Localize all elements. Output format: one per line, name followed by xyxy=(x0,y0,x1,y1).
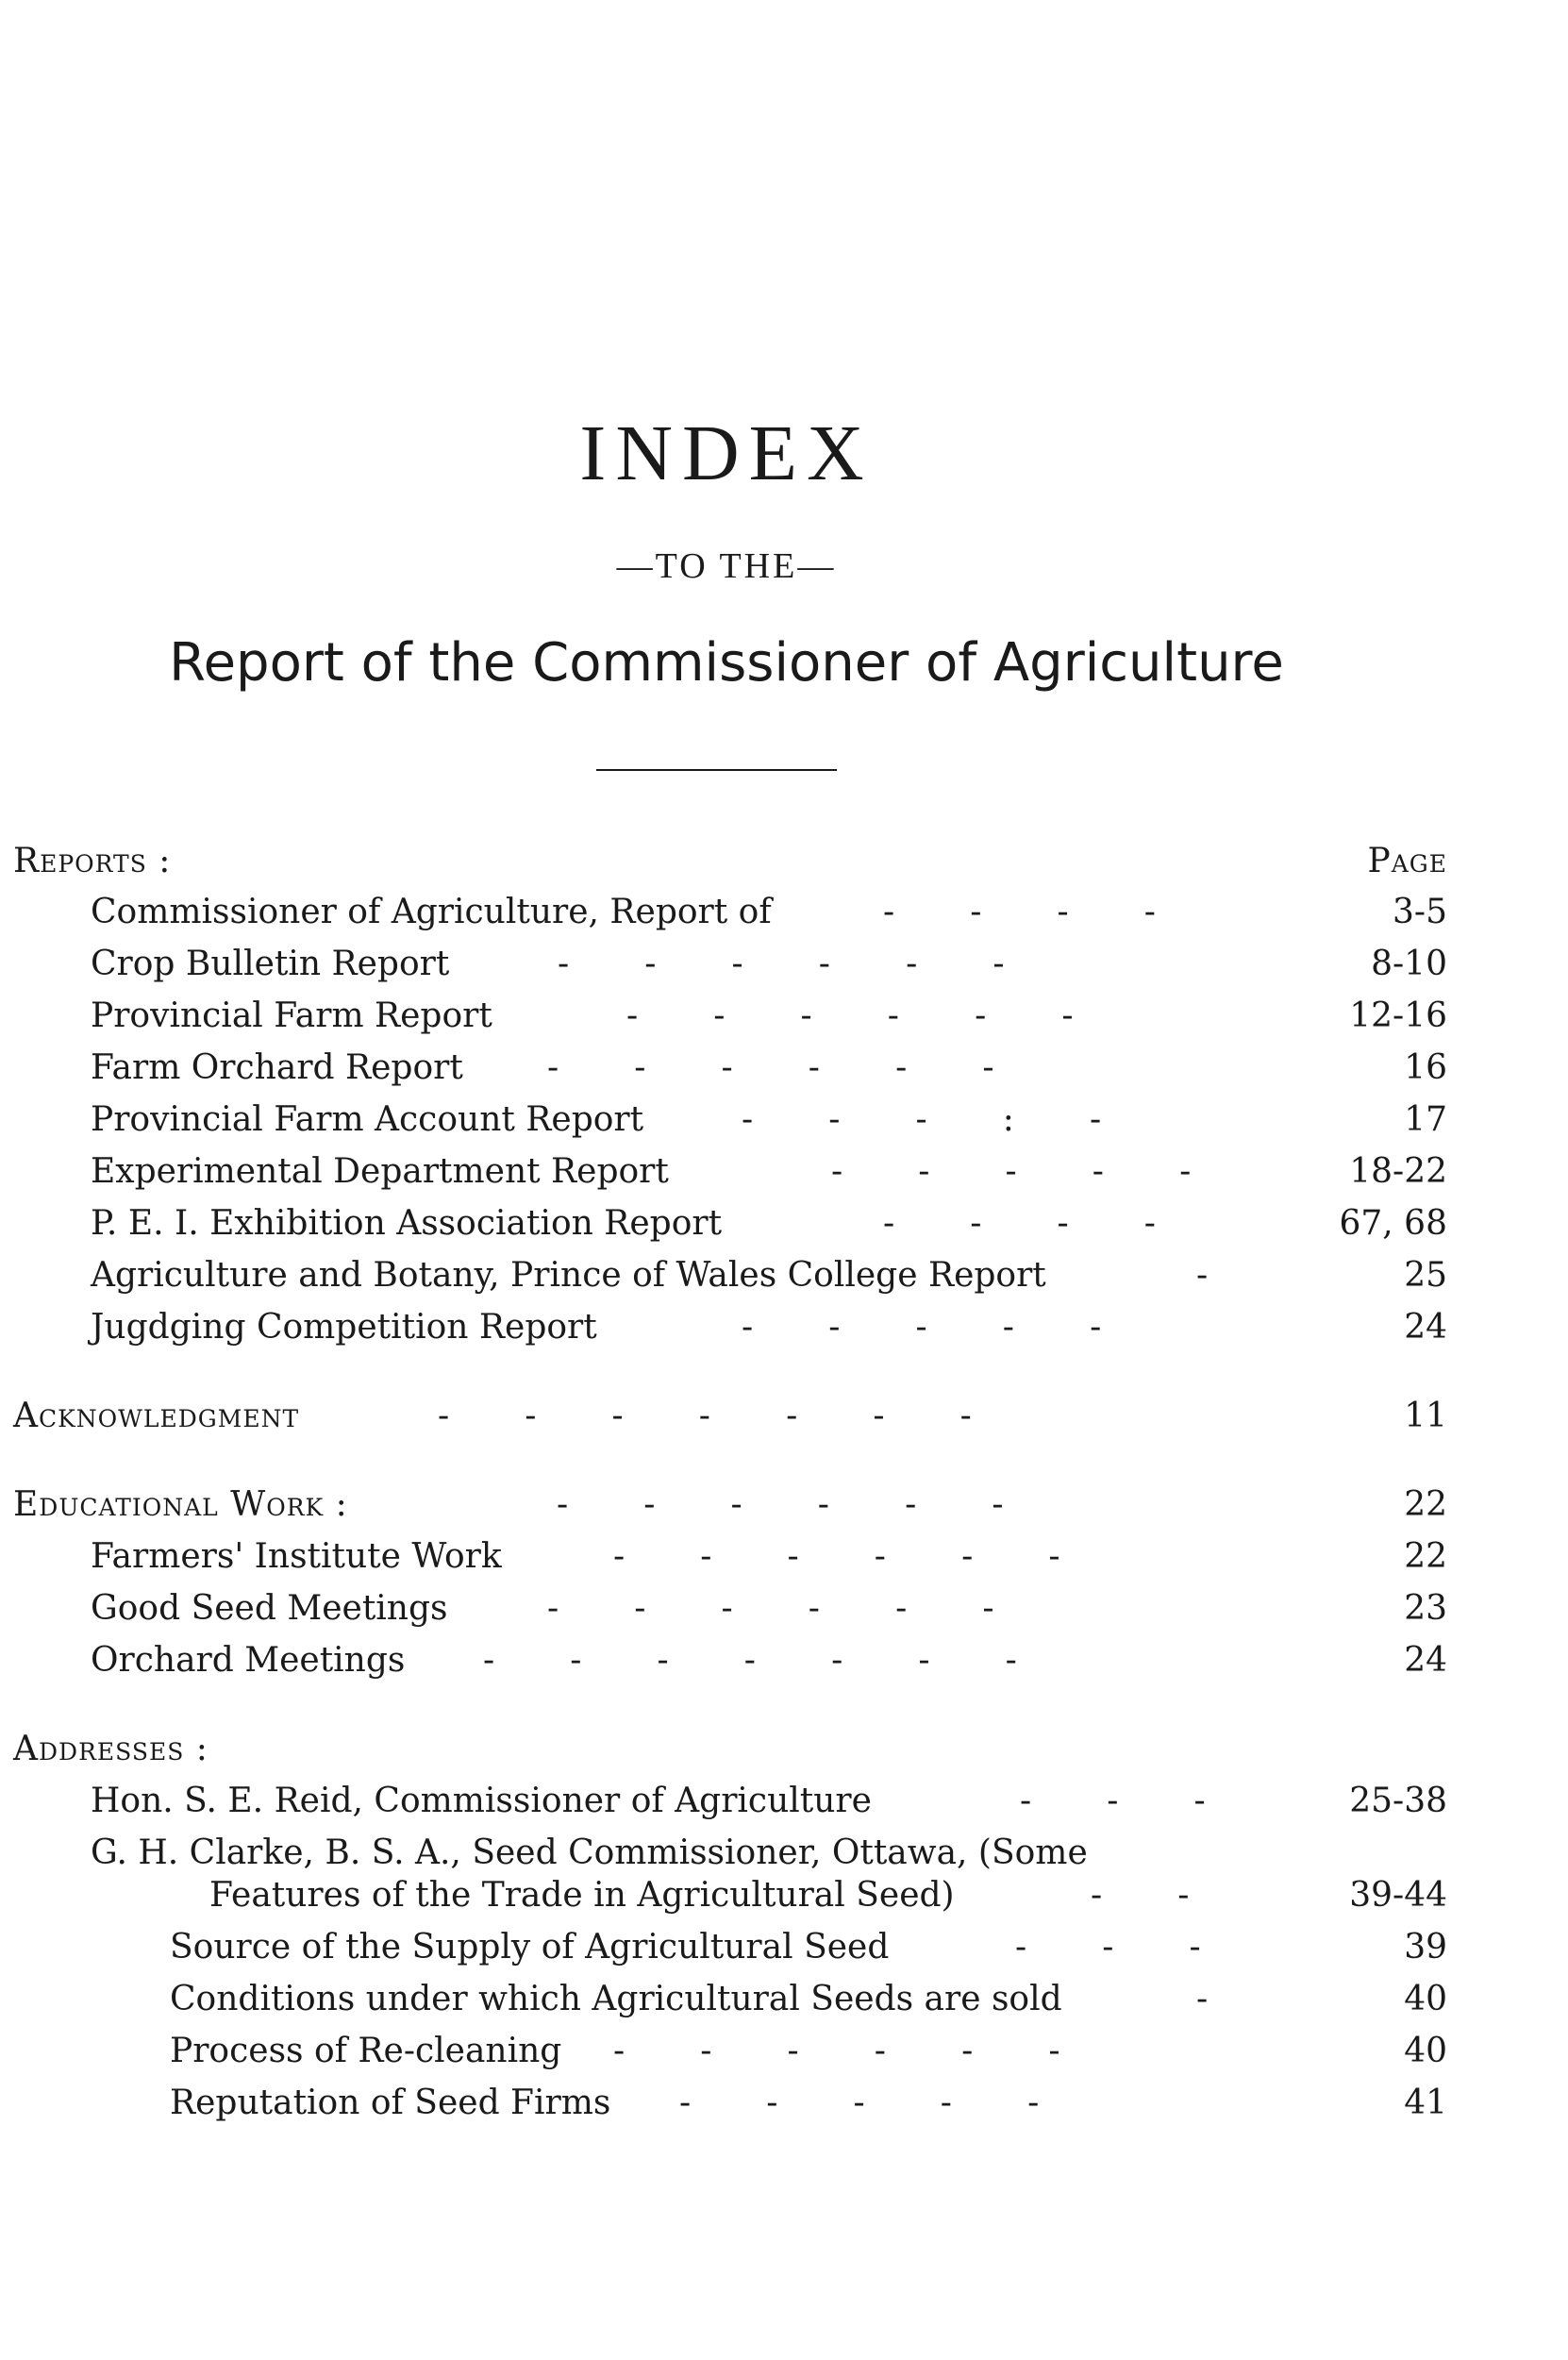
leader-dots: - - - - - - xyxy=(613,1537,1060,1576)
section-reports-row xyxy=(13,838,1447,885)
entry-label: Reputation of Seed Firms xyxy=(170,2084,611,2122)
entry-page: 16 xyxy=(1404,1048,1447,1087)
entry-label: Conditions under which Agricultural Seeds are sold xyxy=(170,1980,1062,2018)
entry-label: Hon. S. E. Reid, Commissioner of Agriculture xyxy=(91,1782,872,1820)
page-column-label: Page xyxy=(1367,842,1447,880)
entry-label-line1: G. H. Clarke, B. S. A., Seed Commissioner, Ottawa, (Some xyxy=(91,1833,1088,1872)
leader-dots: - - - - - xyxy=(742,1308,1102,1347)
leader-dots: - - - xyxy=(1020,1782,1206,1820)
leader-dots: - - - - xyxy=(883,1204,1156,1243)
leader-dots: - - - - - - - xyxy=(438,1397,972,1435)
entry-page: 25 xyxy=(1404,1256,1447,1295)
entry-label: Orchard Meetings xyxy=(91,1641,406,1680)
section-acknowledgment-label: Acknowledgment xyxy=(13,1397,300,1435)
leader-dots: - - - - - xyxy=(679,2084,1040,2122)
list-item xyxy=(170,1976,1447,2023)
section-addresses-label: Addresses : xyxy=(13,1730,209,1768)
list-item xyxy=(91,1252,1447,1299)
list-item xyxy=(91,993,1447,1040)
entry-page: 18-22 xyxy=(1349,1152,1447,1191)
entry-label: Provincial Farm Report xyxy=(91,996,492,1035)
list-item xyxy=(91,1533,1447,1581)
entry-label: P. E. I. Exhibition Association Report xyxy=(91,1204,723,1243)
leader-dots: - - - : - xyxy=(742,1100,1102,1139)
leader-dots: - - - - - - - xyxy=(483,1641,1017,1680)
entry-label: Farm Orchard Report xyxy=(91,1048,463,1087)
entry-page: 40 xyxy=(1404,2032,1447,2070)
report-heading: Report of the Commissioner of Agriculture xyxy=(169,632,1284,694)
section-educational-work-row xyxy=(13,1481,1447,1529)
leader-dots: - - xyxy=(1091,1876,1190,1915)
entry-page: 8-10 xyxy=(1371,945,1447,983)
entry-page: 11 xyxy=(1404,1397,1447,1435)
entry-page: 24 xyxy=(1404,1308,1447,1347)
list-item xyxy=(170,1924,1447,1971)
index-title: INDEX xyxy=(579,410,874,497)
entry-page: 41 xyxy=(1404,2084,1447,2122)
entry-label: Farmers' Institute Work xyxy=(91,1537,502,1576)
entry-label: Good Seed Meetings xyxy=(91,1589,448,1628)
entry-page: 24 xyxy=(1404,1641,1447,1680)
list-item xyxy=(91,1045,1447,1092)
list-item xyxy=(91,1096,1447,1144)
leader-dots: - - - - - - xyxy=(626,996,1074,1035)
leader-dots: - xyxy=(1196,1256,1209,1295)
list-item xyxy=(91,1304,1447,1351)
entry-label: Experimental Department Report xyxy=(91,1152,669,1191)
leader-dots: - - - - xyxy=(883,893,1156,931)
entry-page: 22 xyxy=(1404,1537,1447,1576)
entry-page: 67, 68 xyxy=(1339,1204,1447,1243)
entry-label: Process of Re-cleaning xyxy=(170,2032,562,2070)
list-item xyxy=(91,941,1447,988)
list-item xyxy=(91,1637,1447,1684)
list-item xyxy=(170,2080,1447,2127)
section-educational-work-label: Educational Work : xyxy=(13,1485,348,1524)
heading-rule xyxy=(596,769,837,771)
entry-page: 25-38 xyxy=(1349,1782,1447,1820)
list-item xyxy=(91,1200,1447,1247)
entry-label-line2: Features of the Trade in Agricultural Seed) xyxy=(209,1876,955,1915)
entry-page: 22 xyxy=(1404,1485,1447,1524)
entry-page: 40 xyxy=(1404,1980,1447,2018)
list-item xyxy=(91,889,1447,936)
leader-dots: - - - - - - xyxy=(547,1589,994,1628)
entry-label: Provincial Farm Account Report xyxy=(91,1100,644,1139)
leader-dots: - - - - - xyxy=(831,1152,1192,1191)
list-item xyxy=(91,1830,1447,1877)
index-subtitle: —TO THE— xyxy=(616,546,837,586)
entry-page: 3-5 xyxy=(1393,893,1447,931)
list-item xyxy=(91,1585,1447,1632)
section-reports-label: Reports : xyxy=(13,842,172,880)
entry-label: Source of the Supply of Agricultural Seed xyxy=(170,1928,890,1967)
list-item xyxy=(91,1148,1447,1196)
list-item xyxy=(91,1778,1447,1825)
leader-dots: - - - - - - xyxy=(547,1048,994,1087)
entry-label: Commissioner of Agriculture, Report of xyxy=(91,893,772,931)
leader-dots: - xyxy=(1196,1980,1209,2018)
entry-label: Crop Bulletin Report xyxy=(91,945,450,983)
leader-dots: - - - - - - xyxy=(558,945,1005,983)
entry-page: 12-16 xyxy=(1349,996,1447,1035)
leader-dots: - - - - - - xyxy=(613,2032,1060,2070)
entry-label: Jugdging Competition Report xyxy=(91,1308,597,1347)
leader-dots: - - - xyxy=(1015,1928,1201,1967)
list-item-continued xyxy=(91,1872,1447,1919)
entry-page: 39-44 xyxy=(1349,1876,1447,1915)
entry-page: 17 xyxy=(1404,1100,1447,1139)
entry-page: 23 xyxy=(1404,1589,1447,1628)
section-addresses-row xyxy=(13,1726,1447,1773)
section-acknowledgment-row xyxy=(13,1393,1447,1440)
entry-label: Agriculture and Botany, Prince of Wales College Report xyxy=(91,1256,1046,1295)
list-item xyxy=(170,2028,1447,2075)
entry-page: 39 xyxy=(1404,1928,1447,1967)
leader-dots: - - - - - - xyxy=(557,1485,1004,1524)
